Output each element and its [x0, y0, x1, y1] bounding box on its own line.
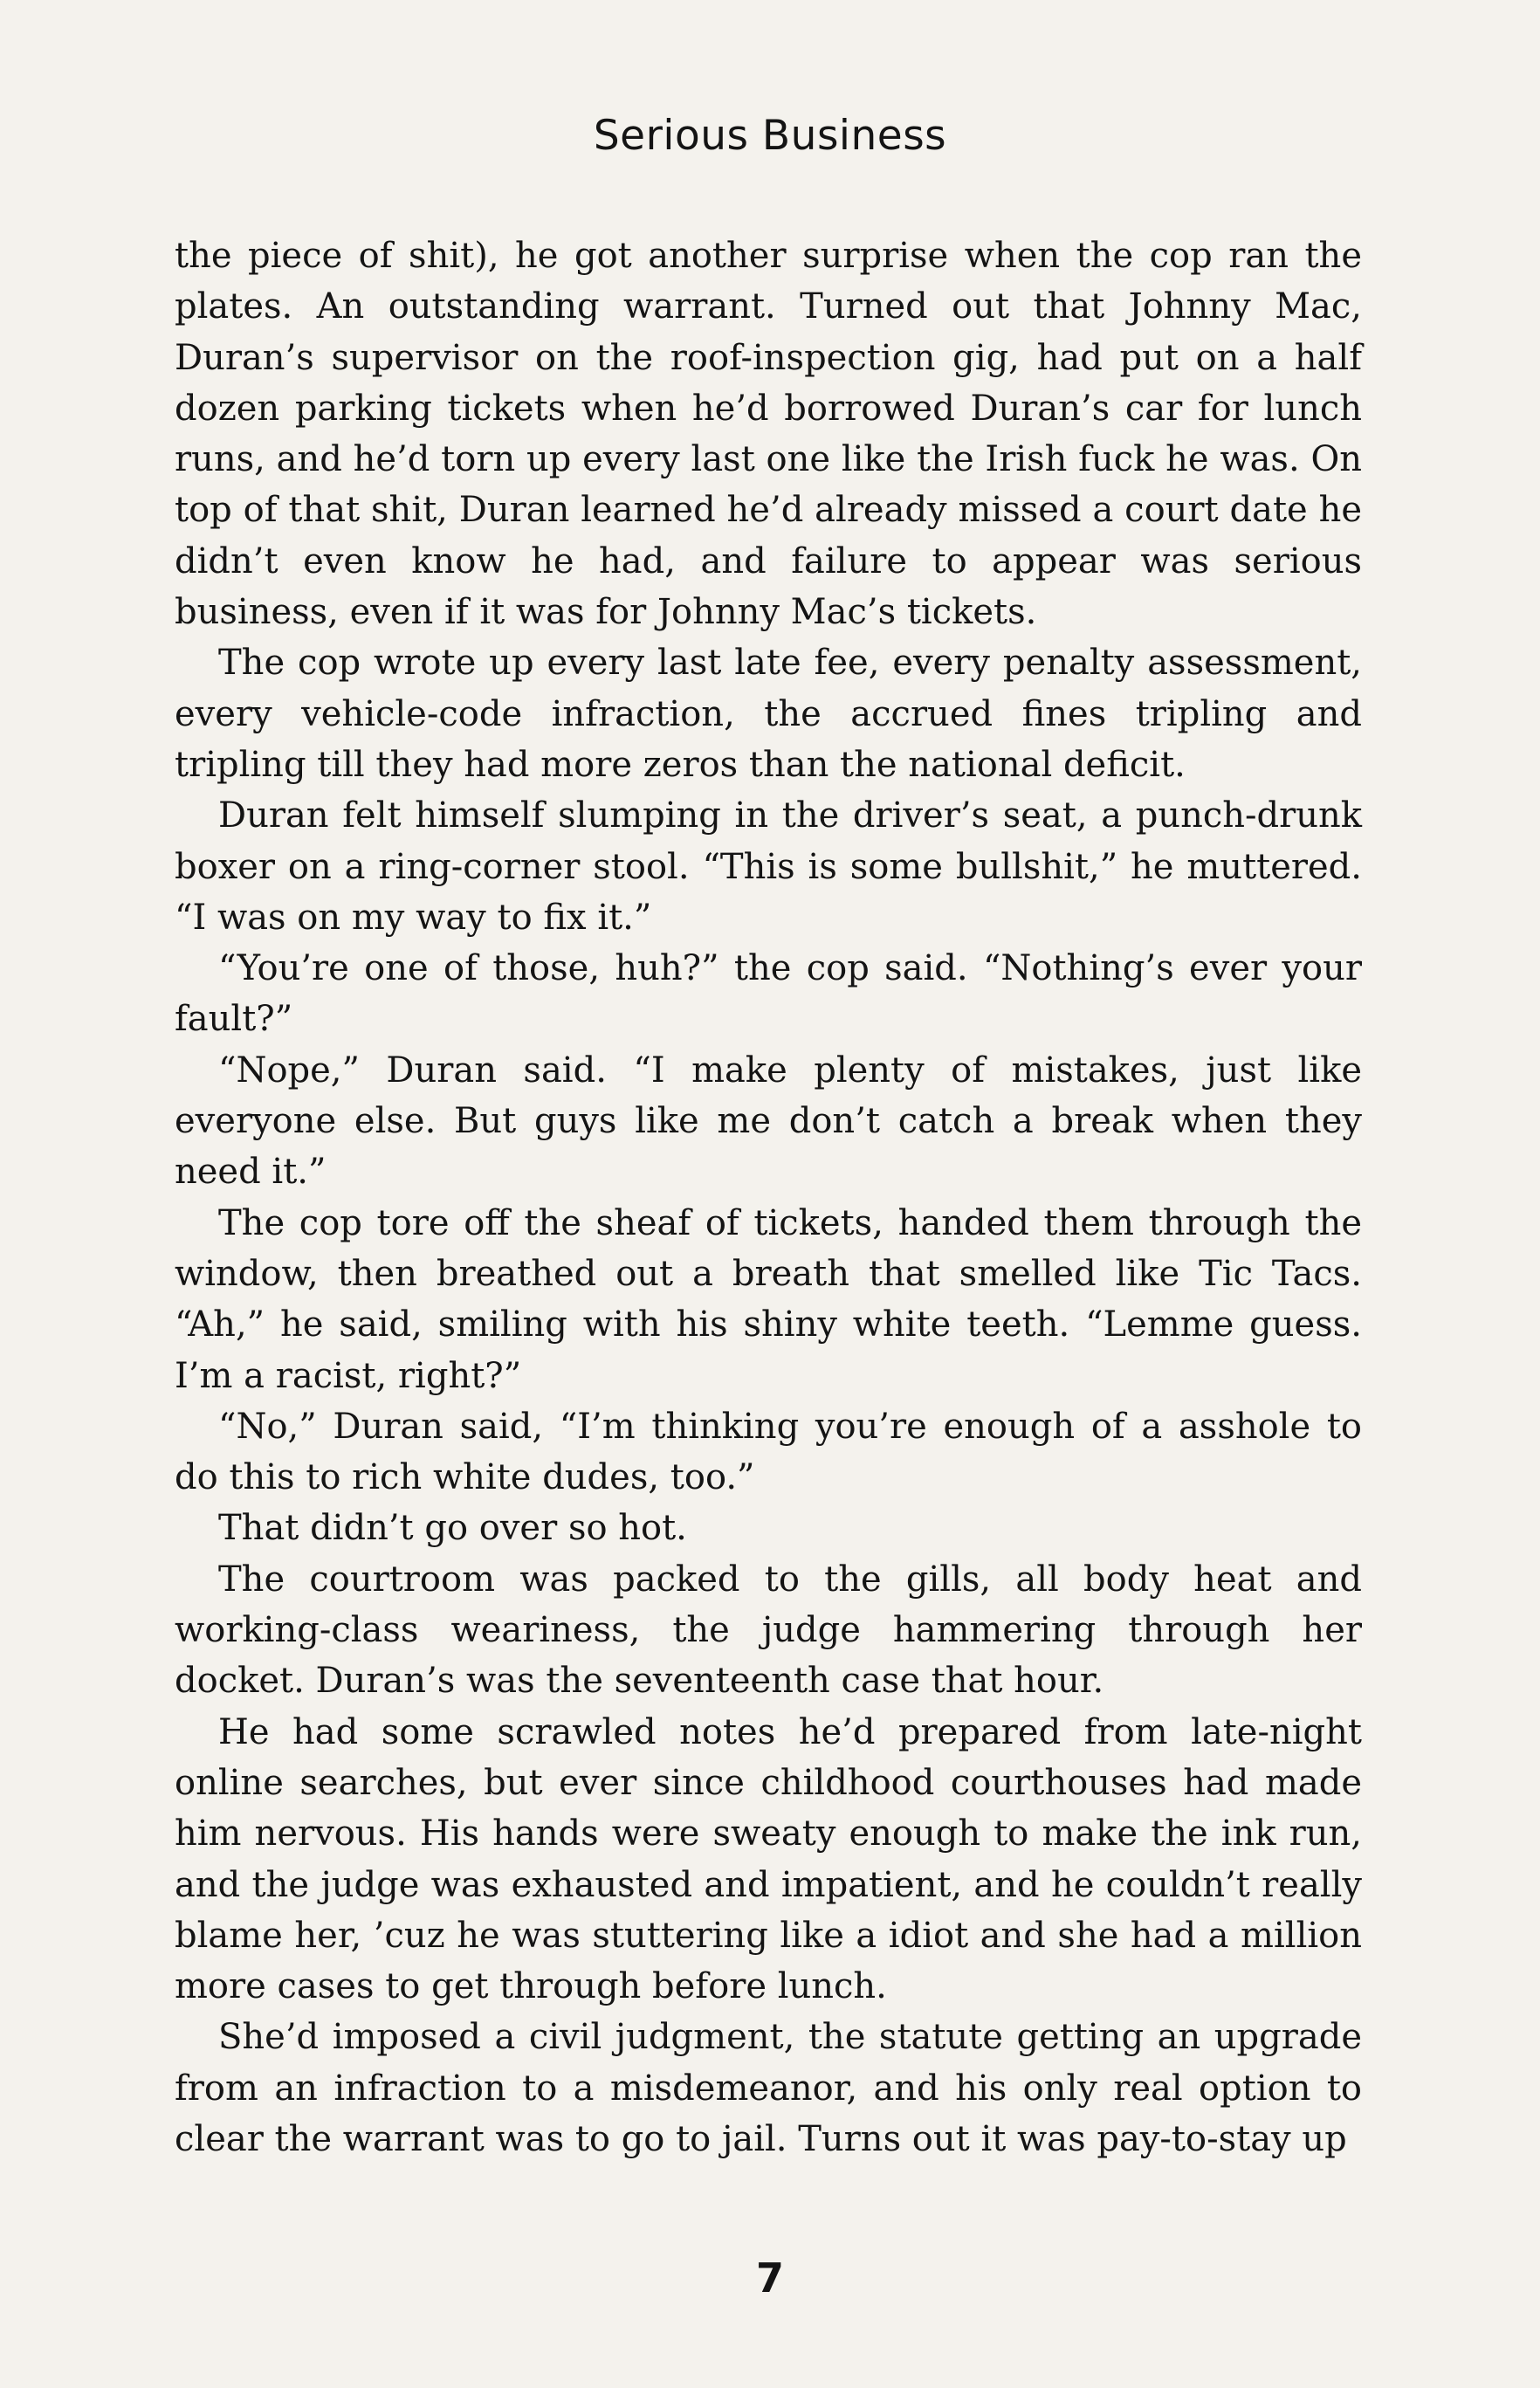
- paragraph-11: She’d imposed a civil judgment, the statute getting an upgrade from an infraction to a misdemeanor, and his only real option to clear the warrant was to go to jail. Turns out it was pay-to-stay up: [175, 2017, 1362, 2159]
- paragraph-7: “No,” Duran said, “I’m thinking you’re enough of a asshole to do this to rich white dudes, too.”: [175, 1406, 1362, 1498]
- paragraph-2: The cop wrote up every last late fee, every penalty assessment, every vehicle-code infraction, the accrued fines tripling and tripling till they had more zeros than the national deficit.: [175, 643, 1362, 785]
- paragraph-4: “You’re one of those, huh?” the cop said. “Nothing’s ever your fault?”: [175, 948, 1362, 1040]
- page-number: 7: [755, 2254, 784, 2302]
- body-text: [175, 231, 1362, 2164]
- paragraph-10: He had some scrawled notes he’d prepared from late-night online searches, but ever since childhood courthouses had made him nervous. His hands were sweaty enough to make the ink run, and the judge was exhausted and impatient, and he couldn’t really blame her, ’cuz he was stuttering like a idiot and she had a million more cases to get through before lunch.: [175, 1711, 1362, 2007]
- paragraph-5: “Nope,” Duran said. “I make plenty of mistakes, just like everyone else. But guys like me don’t catch a break when they need it.”: [175, 1049, 1362, 1193]
- running-head: Serious Business: [593, 112, 947, 160]
- paragraph-1: the piece of shit), he got another surprise when the cop ran the plates. An outstanding warrant. Turned out that Johnny Mac, Duran’s supervisor on the roof-inspection gig, had put on a half dozen parking tickets when he’d borrowed Duran’s car for lunch runs, and he’d torn up every last one like the Irish fuck he was. On top of that shit, Duran learned he’d already missed a court date he didn’t even know he had, and failure to appear was serious business, even if it was for Johnny Mac’s tickets.: [175, 236, 1362, 633]
- paragraph-8: That didn’t go over so hot.: [218, 1508, 687, 1549]
- paragraph-9: The courtroom was packed to the gills, all body heat and working-class weariness, the judge hammering through her docket. Duran’s was the seventeenth case that hour.: [175, 1559, 1362, 1702]
- paragraph-3: Duran felt himself slumping in the driver’s seat, a punch-drunk boxer on a ring-corner stool. “This is some bullshit,” he muttered. “I was on my way to fix it.”: [175, 795, 1362, 938]
- paragraph-6: The cop tore off the sheaf of tickets, handed them through the window, then breathed out a breath that smelled like Tic Tacs. “Ah,” he said, smiling with his shiny white teeth. “Lemme guess. I’m a racist, right?”: [175, 1202, 1362, 1396]
